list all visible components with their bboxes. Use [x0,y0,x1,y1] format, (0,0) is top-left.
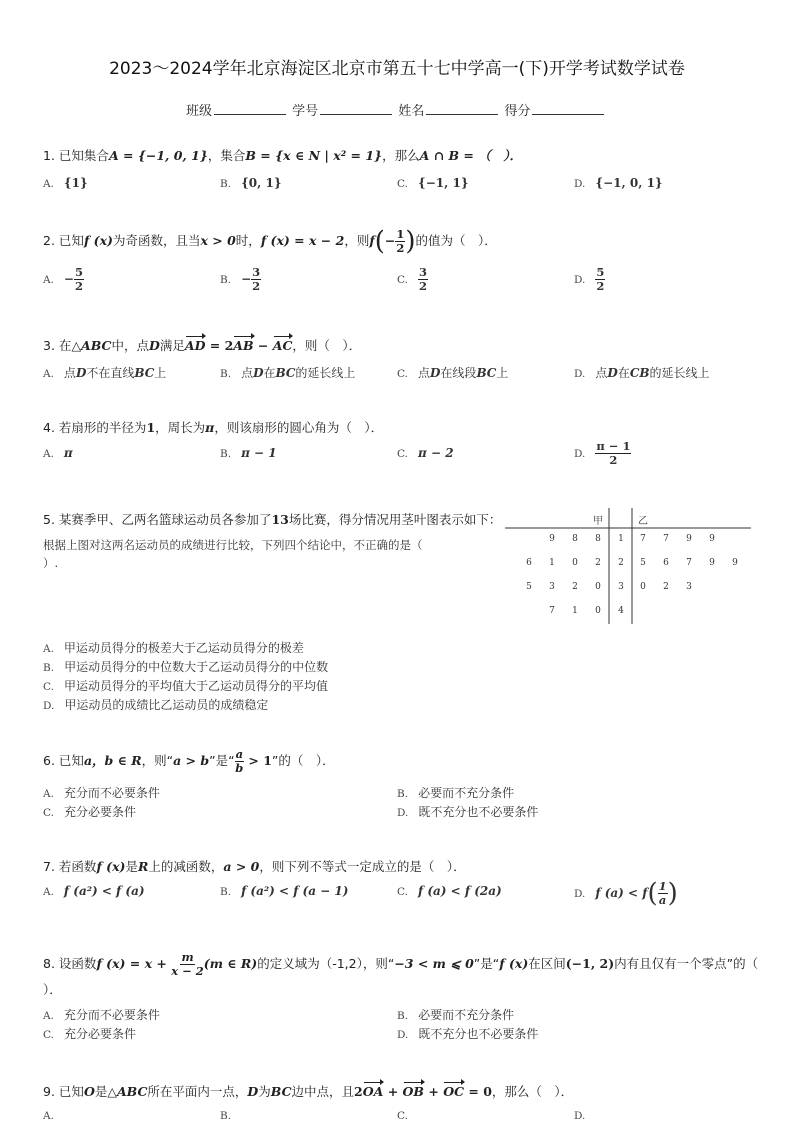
q3-option-b[interactable] [220,364,355,381]
q3-option-c[interactable] [397,364,508,381]
option-label: C. [43,807,54,819]
option-label: A. [43,274,54,286]
question-text: ，那么（ ）． [491,1084,574,1099]
question-number: 1. [43,148,55,163]
math-expr: x > 0 [200,233,236,248]
right-leaf: 7 [640,534,646,544]
math-expr: BC [270,1084,292,1099]
option-text: 甲运动员得分的中位数大于乙运动员得分的中位数 [64,660,329,674]
q6-option-d[interactable] [397,803,538,820]
math-expr: R [137,859,149,874]
option-text: 充分而不必要条件 [63,1008,160,1022]
math-expr: D [75,366,87,380]
option-sign: − [63,272,74,286]
id-label: 学号 [292,104,319,119]
q7-option-a[interactable] [43,884,145,898]
fraction-numerator: 3 [252,265,261,279]
left-leaf: 1 [549,558,555,568]
question-text: 中，点 [111,338,150,353]
math-expr: 1 [146,420,156,435]
question-5-line3: ）. [43,556,59,570]
math-expr: + [383,1084,403,1099]
option-label: C. [397,274,408,286]
question-text: 已知 [58,1084,84,1099]
q4-option-d[interactable] [574,440,631,467]
option-label: C. [397,1110,408,1122]
question-text: 场比赛，得分情况用茎叶图表示如下： [288,512,502,527]
class-blank [214,102,286,115]
question-text: 设函数 [58,956,97,971]
q5-option-a[interactable] [43,639,304,656]
fraction-denominator: a [658,893,667,907]
left-leaf: 1 [572,606,578,616]
math-expr: a > 0 [223,859,260,874]
fraction-numerator: π − 1 [596,439,631,453]
question-text: 是 [125,859,138,874]
option-label: A. [43,788,54,800]
question-text: 已知 [58,753,84,768]
question-text: 某赛季甲、乙两名篮球运动员各参加了 [58,512,272,527]
math-expr: + [424,1084,444,1099]
page-title: 2023～2024学年北京海淀区北京市第五十七中学高一(下)开学考试数学试卷 [109,59,685,79]
option-label: D. [574,1110,586,1122]
name-blank [426,102,498,115]
math-expr: − [253,338,273,353]
question-number: 9. [43,1084,55,1099]
math-expr: A = {−1, 0, 1} [108,148,208,163]
option-text: 点 [418,366,431,380]
option-label: A. [43,1110,54,1122]
question-text: 若扇形的半径为 [58,420,147,435]
question-text: 为奇函数，且当 [112,233,201,248]
option-text: 必要而不充分条件 [418,1008,515,1022]
question-text: 时， [235,233,261,248]
question-5-line2: 根据上图对这两名运动员的成绩进行比较，下列四个结论中，不正确的是（ [43,538,423,552]
left-leaf: 5 [526,582,532,592]
score-blank [532,102,604,115]
vector-ad: AD [184,338,206,353]
q1-option-b[interactable] [220,176,282,190]
option-text: 甲运动员的成绩比乙运动员的成绩稳定 [64,698,269,712]
vector-ab: AB [233,338,254,353]
option-text: f (a²) < f (a − 1) [241,884,349,898]
question-text: ，则该扇形的圆心角为（ ）． [214,420,384,435]
math-expr: f (x) [83,233,113,248]
math-expr: f (x) [499,956,529,971]
question-8-stem [43,951,758,978]
q1-option-a[interactable] [43,176,88,190]
math-expr: f (x) = x + [96,956,172,971]
right-leaf: 9 [732,558,738,568]
q9-option-b[interactable] [220,1108,241,1122]
left-leaf: 0 [595,606,601,616]
fraction-denominator: b [235,761,244,775]
option-text: 不在直线 [86,366,135,380]
option-label: D. [397,1029,409,1041]
option-text: 点 [595,366,608,380]
q4-option-c[interactable] [397,446,454,460]
q3-option-a[interactable] [43,364,166,381]
question-number: 6. [43,753,55,768]
fraction [595,440,631,467]
fraction-numerator: 1 [658,879,667,893]
question-text: 为 [258,1084,271,1099]
q8-option-d[interactable] [397,1025,538,1042]
option-text: 在线段 [440,366,477,380]
question-6-stem [43,748,335,775]
fraction-denominator: x − 2 [171,964,204,978]
question-text: ，则 [344,233,370,248]
question-text: 所在平面内一点， [147,1084,248,1099]
option-label: B. [397,1010,409,1022]
option-text: π − 1 [241,446,277,460]
option-text: 点 [241,366,254,380]
q2-option-a[interactable] [43,266,84,293]
option-text: 的延长线上 [649,366,710,380]
q6-option-c[interactable] [43,803,136,820]
paren: ( [647,878,658,909]
question-text: 的值为（ ）． [415,233,497,248]
fraction-denominator: 2 [609,453,618,467]
option-label: B. [220,886,232,898]
stem-value: 1 [618,534,624,544]
question-number: 2. [43,233,55,248]
question-text: 在 [58,338,72,353]
q5-option-c[interactable] [43,677,328,694]
option-label: D. [43,700,55,712]
right-leaf: 6 [663,558,669,568]
q8-option-b[interactable] [397,1006,514,1023]
q2-option-d[interactable] [574,266,605,293]
math-expr: = 0 [464,1084,492,1099]
stem-value: 2 [618,558,624,568]
q4-option-b[interactable] [220,446,277,460]
option-text: 上 [154,366,167,380]
math-expr: f (x) = x − 2 [260,233,345,248]
q2-option-b[interactable] [220,266,261,293]
option-label: B. [397,788,409,800]
option-label: B. [220,368,232,380]
q1-option-c[interactable] [397,176,469,190]
q8-option-a[interactable] [43,1006,160,1023]
left-leaf: 6 [526,558,532,568]
math-expr: CB [629,366,650,380]
math-expr: D [430,366,441,380]
q8-option-c[interactable] [43,1025,136,1042]
option-text: 的延长线上 [295,366,356,380]
math-expr: BC [275,366,296,380]
question-text: 的定义域为（-1,2），则“ [257,956,395,971]
paren: ) [667,878,678,909]
option-label: B. [220,274,232,286]
fraction-numerator: 1 [396,227,405,241]
math-expr: (−1, 2) [565,956,615,971]
vector-oc: OC [443,1084,465,1099]
math-expr: f [369,233,375,248]
math-expr: B = {x ∈ N | x² = 1} [245,148,383,163]
question-text: 满足 [159,338,185,353]
question-text: ，周长为 [155,420,206,435]
option-label: C. [397,178,408,190]
student-info-line [186,100,606,119]
option-text: π [63,446,73,460]
fraction-denominator: 2 [74,279,83,293]
option-text: 点 [63,366,76,380]
q9-option-c[interactable] [397,1108,418,1122]
question-number: 8. [43,956,55,971]
fraction [395,228,405,255]
paren: ( [374,226,385,257]
vector-ac: AC [272,338,293,353]
math-expr: A ∩ B = （ ）． [419,148,522,163]
question-7-stem [43,857,466,875]
right-leaf: 7 [663,534,669,544]
question-text: 是 [94,1084,108,1099]
option-label: B. [43,662,55,674]
option-text: 在 [263,366,276,380]
question-4-stem [43,418,383,436]
option-label: C. [397,368,408,380]
option-text: 充分而不必要条件 [63,786,160,800]
score-label: 得分 [504,104,531,119]
question-number: 3. [43,338,55,353]
option-label: A. [43,368,54,380]
stem-value: 4 [618,606,624,616]
question-2-stem [43,228,497,255]
option-label: C. [43,681,54,693]
option-text: 上 [496,366,509,380]
option-text: f (a) < f (2a) [418,884,502,898]
question-text: 内有且仅有一个零点”的（ [614,956,759,971]
math-expr: △ABC [71,338,112,353]
right-leaf: 9 [709,558,715,568]
math-expr: π [205,420,215,435]
option-sign: − [241,272,252,286]
option-label: C. [397,886,408,898]
question-text: ”的（ ）． [271,753,335,768]
question-text: 已知 [58,233,84,248]
right-leaf: 2 [663,582,669,592]
question-number: 5. [43,512,55,527]
option-label: D. [574,888,586,900]
question-1-stem [43,146,522,164]
option-text: f (a²) < f (a) [63,884,145,898]
option-label: C. [43,1029,54,1041]
question-number: 7. [43,859,55,874]
left-leaf: 2 [572,582,578,592]
question-text: ，则（ ）． [292,338,362,353]
question-text: ，那么 [382,148,420,163]
option-label: B. [220,1110,232,1122]
vector-ob: OB [402,1084,424,1099]
math-expr: D [247,1084,259,1099]
question-text: ，集合 [207,148,246,163]
option-text: 既不充分也不必要条件 [418,805,539,819]
math-expr: BC [134,366,155,380]
fraction [595,266,605,293]
math-expr: 13 [271,512,289,527]
question-5-stem [43,510,501,528]
left-leaf: 0 [572,558,578,568]
option-label: D. [574,448,586,460]
math-expr: = 2 [205,338,234,353]
left-leaf: 3 [549,582,555,592]
option-label: D. [397,807,409,819]
q6-option-b[interactable] [397,784,514,801]
option-label: A. [43,886,54,898]
left-leaf: 8 [595,534,601,544]
q7-option-c[interactable] [397,884,502,898]
fraction-denominator: 2 [396,241,405,255]
fraction-denominator: 2 [252,279,261,293]
option-text: {−1, 0, 1} [595,176,663,190]
q5-option-d[interactable] [43,696,268,713]
math-expr: a，b ∈ R [83,753,142,768]
fraction [658,880,668,907]
option-label: A. [43,643,54,655]
name-label: 姓名 [398,104,425,119]
fraction [235,748,244,775]
option-label: C. [397,448,408,460]
option-text: 甲运动员得分的平均值大于乙运动员得分的平均值 [64,679,329,693]
question-text: 已知集合 [58,148,109,163]
option-label: D. [574,368,586,380]
option-label: A. [43,178,54,190]
vector-oa: OA [362,1084,384,1099]
option-text: 既不充分也不必要条件 [418,1027,539,1041]
math-expr: > 1 [244,753,272,768]
option-label: B. [220,448,232,460]
question-text: 在区间 [528,956,566,971]
math-expr: −3 < m ⩽ 0 [394,956,474,971]
option-text: 充分必要条件 [64,805,137,819]
paren: ) [405,226,416,257]
fraction-numerator: 3 [419,265,428,279]
stem-value: 3 [618,582,624,592]
fraction-numerator: 5 [596,265,605,279]
left-leaf: 0 [595,582,601,592]
math-expr: − [384,233,396,248]
question-text: ”是“ [473,956,500,971]
q2-option-c[interactable] [397,266,428,293]
option-text: 充分必要条件 [64,1027,137,1041]
option-text: 在 [617,366,630,380]
q6-option-a[interactable] [43,784,160,801]
id-blank [320,102,392,115]
fraction-denominator: 2 [596,279,605,293]
question-8-line2: ）． [43,982,62,997]
option-text: {−1, 1} [418,176,469,190]
question-text: ”是“ [209,753,235,768]
option-text: {0, 1} [241,176,282,190]
question-9-stem [43,1082,573,1100]
question-text: 上的减函数， [148,859,224,874]
math-expr: a > b [173,753,210,768]
left-leaf: 2 [595,558,601,568]
stem-leaf-plot [505,508,755,628]
math-expr: D [149,338,160,353]
fraction [418,266,428,293]
math-expr: (m ∈ R) [203,956,258,971]
math-expr: D [253,366,264,380]
fraction-numerator: 5 [74,265,83,279]
left-header: 甲 [593,516,603,527]
fraction [74,266,84,293]
fraction-numerator: m [181,950,194,964]
question-text: ，则“ [141,753,174,768]
question-3-stem [43,336,361,354]
option-text: 必要而不充分条件 [418,786,515,800]
math-expr: BC [476,366,497,380]
q9-option-d[interactable] [574,1108,595,1122]
question-text: ，则下列不等式一定成立的是（ ）． [259,859,466,874]
right-leaf: 3 [686,582,692,592]
math-expr: f (x) [96,859,126,874]
right-header: 乙 [638,516,648,527]
fraction [251,266,261,293]
q3-option-d[interactable] [574,364,710,381]
question-text: 边中点，且 [291,1084,355,1099]
left-leaf: 8 [572,534,578,544]
q5-option-b[interactable] [43,658,328,675]
option-label: D. [574,178,586,190]
left-leaf: 9 [549,534,555,544]
q7-option-b[interactable] [220,884,348,898]
right-leaf: 9 [686,534,692,544]
right-leaf: 9 [709,534,715,544]
option-text: f (a) < f [595,886,648,900]
class-label: 班级 [186,104,213,119]
option-text: {1} [63,176,88,190]
option-label: D. [574,274,586,286]
q1-option-d[interactable] [574,176,663,190]
question-text: 若函数 [58,859,97,874]
fraction-numerator: a [235,747,244,761]
fraction [171,951,204,978]
option-text: 甲运动员得分的极差大于乙运动员得分的极差 [63,641,304,655]
math-expr: D [607,366,618,380]
right-leaf: 0 [640,582,646,592]
option-label: A. [43,448,54,460]
math-expr: 2 [354,1084,363,1099]
right-leaf: 7 [686,558,692,568]
q9-option-a[interactable] [43,1108,64,1122]
fraction-denominator: 2 [419,279,428,293]
option-label: A. [43,1010,54,1022]
q7-option-d[interactable] [574,880,678,907]
right-leaf: 5 [640,558,646,568]
math-expr: △ABC [107,1084,148,1099]
question-number: 4. [43,420,55,435]
q4-option-a[interactable] [43,446,73,460]
math-expr: O [83,1084,95,1099]
option-text: π − 2 [418,446,454,460]
option-label: B. [220,178,232,190]
left-leaf: 7 [549,606,555,616]
